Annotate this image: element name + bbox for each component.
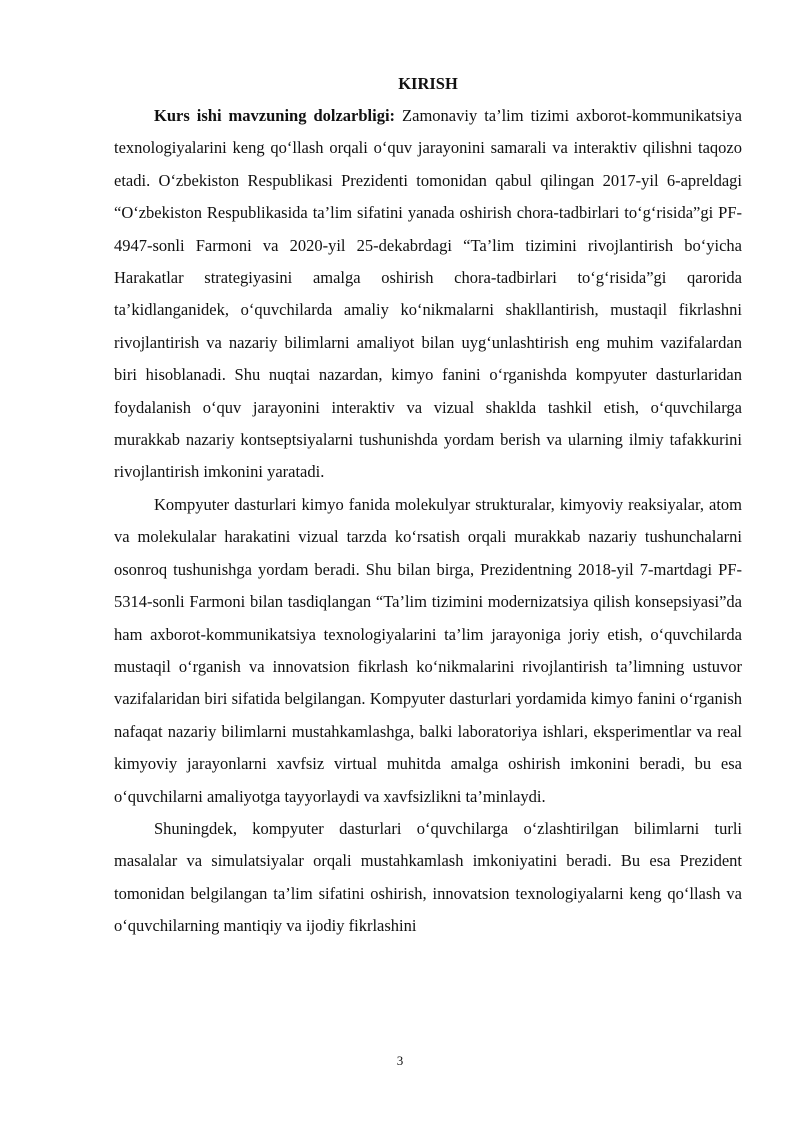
page-title: KIRISH bbox=[398, 74, 458, 93]
document-page bbox=[114, 72, 742, 943]
paragraph-relevance bbox=[114, 100, 742, 489]
paragraph-text: Kompyuter dasturlari kimyo fanida molekulyar strukturalar, kimyoviy reaksiyalar, atom va molekulalar harakatini vizual tarzda ko‘rsatish orqali murakkab nazariy tushunchalarni osonroq tushunishga yordam beradi. Shu bilan birga, Prezidentning 2018-yil 7-martdagi PF-5314-sonli Farmoni bilan tasdiqlangan “Ta’lim tizimini modernizatsiya qilish konsepsiyasi”da ham axborot-kommunikatsiya texnologiyalarini ta’lim jarayoniga joriy etish, o‘quvchilarda mustaqil o‘rganish va innovatsion fikrlash ko‘nikmalarini rivojlantirish ta’limning ustuvor vazifalaridan biri sifatida belgilangan. Kompyuter dasturlari yordamida kimyo fanini o‘rganish nafaqat nazariy bilimlarni mustahkamlashga, balki laboratoriya ishlari, eksperimentlar va real kimyoviy jarayonlarni xavfsiz virtual muhitda amalga oshirish imkonini beradi, bu esa o‘quvchilarni amaliyotga tayyorlaydi va xavfsizlikni ta’minlaydi. bbox=[114, 494, 742, 806]
paragraph-text: Shuningdek, kompyuter dasturlari o‘quvchilarga o‘zlashtirilgan bilimlarni turli masalalar va simulatsiyalar orqali mustahkamlash imkoniyatini beradi. Bu esa Prezident tomonidan belgilangan ta’lim sifatini oshirish, innovatsion texnologiyalarni keng qo‘llash va o‘quvchilarning mantiqiy va ijodiy fikrlashini bbox=[114, 818, 742, 936]
page-number: 3 bbox=[396, 1053, 404, 1068]
paragraph-additionally bbox=[114, 813, 742, 943]
paragraph-computer-programs bbox=[114, 489, 742, 813]
paragraph-lead: Kurs ishi mavzuning dolzarbligi: bbox=[154, 106, 396, 125]
paragraph-text: Zamonaviy ta’lim tizimi axborot-kommunikatsiya texnologiyalarini keng qo‘llash orqali o‘quv jarayonini samarali va interaktiv qilishni taqozo etadi. O‘zbekiston Respublikasi Prezidenti tomonidan qabul qilingan 2017-yil 6-apreldagi “O‘zbekiston Respublikasida ta’lim sifatini yanada oshirish chora-tadbirlari to‘g‘risida”gi PF-4947-sonli Farmoni va 2020-yil 25-dekabrdagi “Ta’lim tizimini rivojlantirish bo‘yicha Harakatlar strategiyasini amalga oshirish chora-tadbirlari to‘g‘risida”gi qarorida ta’kidlanganidek, o‘quvchilarda amaliy ko‘nikmalarni shakllantirish, mustaqil fikrlashni rivojlantirish va nazariy bilimlarni amaliyot bilan uyg‘unlashtirish eng muhim vazifalardan biri hisoblanadi. Shu nuqtai nazardan, kimyo fanini o‘rganishda kompyuter dasturlaridan foydalanish o‘quv jarayonini interaktiv va vizual shaklda tashkil etish, o‘quvchilarga murakkab nazariy kontseptsiyalarni tushunishda yordam berish va ularning ilmiy tafakkurini rivojlantirish imkonini yaratadi. bbox=[114, 106, 742, 482]
